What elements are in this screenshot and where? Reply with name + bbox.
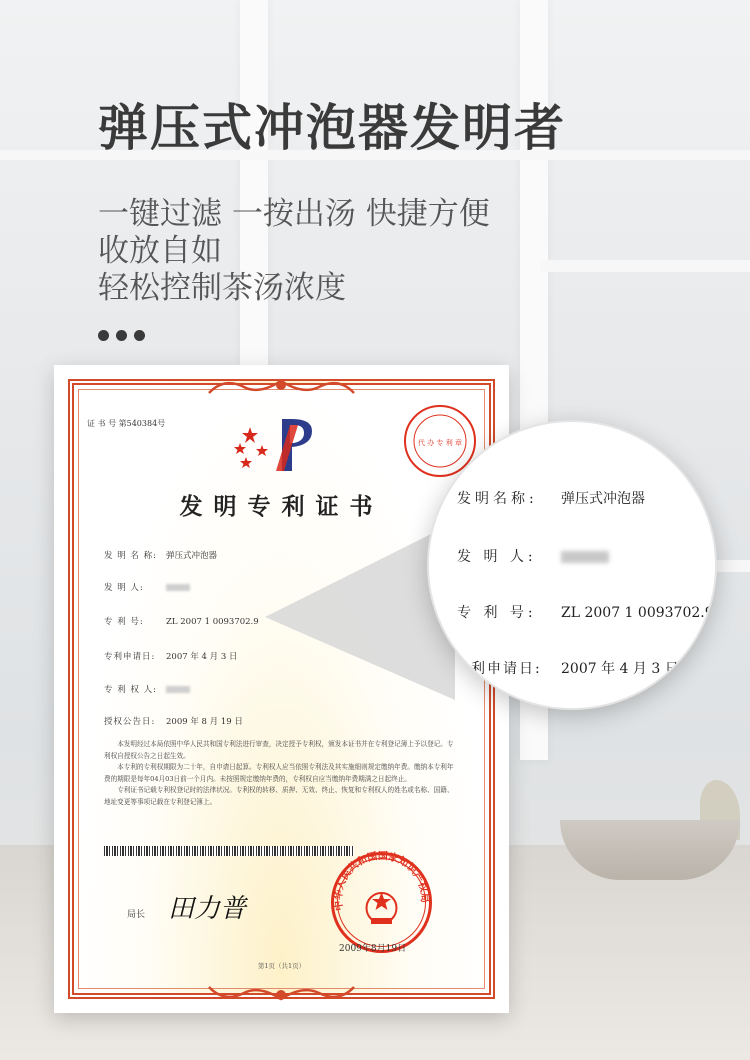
certificate-date: 2009年8月19日 bbox=[339, 944, 407, 954]
magnifier-circle bbox=[427, 420, 717, 710]
redacted-name bbox=[166, 686, 190, 693]
window-frame bbox=[540, 260, 750, 272]
patent-office-emblem-icon bbox=[232, 415, 330, 475]
field-grant-date: 授权公告日: 2009 年 8 月 19 日 bbox=[104, 717, 243, 727]
page-number: 第1页（共1页） bbox=[257, 962, 306, 970]
zoom-row-application-date: 利申请日: 2007 年 4 月 3 日 bbox=[471, 661, 679, 677]
field-inventor: 发 明 人: bbox=[104, 581, 190, 593]
official-seal-icon bbox=[329, 850, 434, 955]
barcode bbox=[104, 846, 354, 856]
field-patent-number: 专 利 号: ZL 2007 1 0093702.9 bbox=[104, 617, 259, 627]
zoom-row-invention-name: 发明名称: 弹压式冲泡器 bbox=[457, 491, 645, 507]
subtitle bbox=[98, 196, 490, 307]
director-signature bbox=[164, 887, 264, 927]
ornament-icon bbox=[204, 375, 359, 397]
redacted-name bbox=[561, 551, 609, 563]
subtitle-line: 轻松控制茶汤浓度 bbox=[98, 270, 346, 306]
redacted-name bbox=[166, 584, 190, 591]
svg-text:田力普: 田力普 bbox=[168, 894, 247, 924]
stamp-text: 代 办 专 利 章 bbox=[418, 439, 462, 447]
ornament-icon bbox=[204, 983, 359, 1005]
more-dots-icon bbox=[98, 330, 145, 341]
certificate-title: 发明专利证书 bbox=[179, 493, 384, 520]
field-patentee: 专 利 权 人: bbox=[104, 683, 190, 695]
patent-certificate bbox=[54, 365, 509, 1013]
certificate-number: 证 书 号 第540384号 bbox=[87, 419, 166, 428]
svg-text:中华人民共和国国家知识产权局: 中华人民共和国国家知识产权局 bbox=[333, 851, 430, 912]
zoom-row-patent-number: 专 利 号: ZL 2007 1 0093702.9 bbox=[457, 605, 714, 621]
certificate-body-text: 本发明经过本局依照中华人民共和国专利法进行审查，决定授予专利权，颁发本证书并在专利登记簿上予以登记。专利权自授权公告之日起生效。 本专利的专利权期限为二十年，自申请日起算。专利权人应当依照专利法及其实施细则规定缴纳年费。缴纳本专利年费的期限是每年04月03日前一个月内。未按照规定缴纳年费的，专利权自应当缴纳年费期满之日起终止。 专利证书记载专利权登记时的法律状况。专利权的转移、质押、无效、终止、恢复和专利权人的姓名或名称、国籍、地址变更等事项记载在专利登记簿上。 bbox=[104, 740, 454, 806]
field-invention-name: 发 明 名 称: 弹压式冲泡器 bbox=[104, 551, 218, 561]
field-application-date: 专利申请日: 2007 年 4 月 3 日 bbox=[104, 652, 238, 662]
subtitle-line: 一键过滤 一按出汤 快捷方便 bbox=[98, 196, 490, 232]
subtitle-line: 收放自如 bbox=[98, 233, 222, 269]
director-label: 局长 bbox=[127, 910, 146, 920]
page-title: 弹压式冲泡器发明者 bbox=[98, 99, 566, 157]
zoom-row-inventor: 发 明 人: bbox=[457, 546, 609, 566]
